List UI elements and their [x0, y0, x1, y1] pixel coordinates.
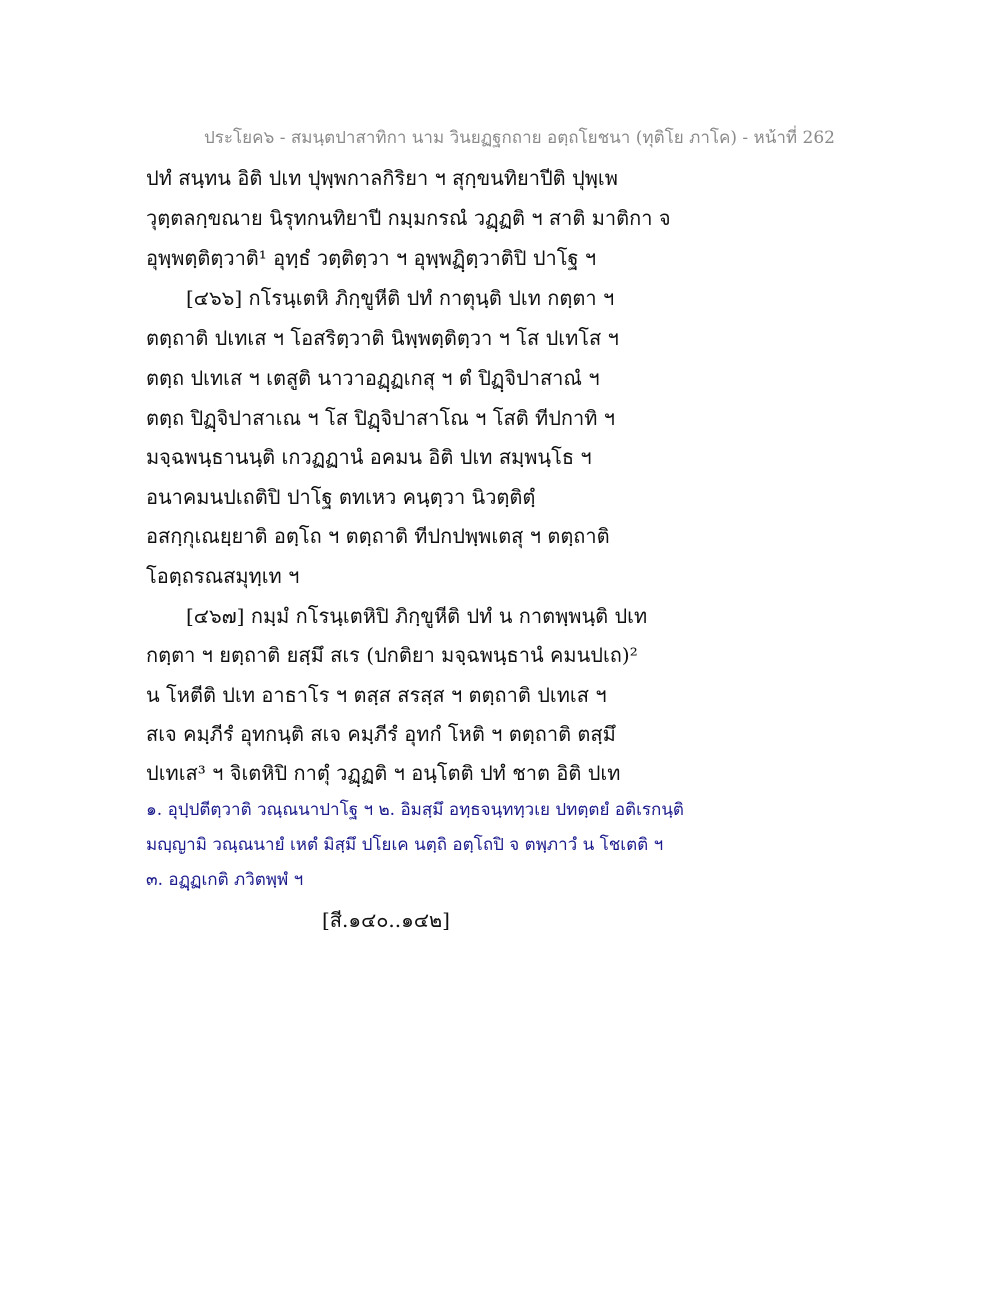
page-reference: [สี.๑๔๐..๑๔๒]: [322, 908, 450, 932]
body-line: ตตฺถ ปเทเส ฯ เตสูติ นาวาอฏฺฏเกสุ ฯ ตํ ปิฏฺจิปาสาณํ ฯ: [146, 366, 600, 390]
body-line: สเจ คมฺภีรํ อุทกนฺติ สเจ คมฺภีรํ อุทกํ โหติ ฯ ตตฺถาติ ตสฺมึ: [146, 722, 616, 746]
footnote-line: มญฺญามิ วณฺณนายํ เหตํ มิสฺมึ ปโยเค นตฺถิ อตฺโถปิ จ ตพฺภาวํ น โชเตติ ฯ: [146, 835, 664, 855]
body-line: มจฺฉพนฺธานนฺติ เกวฏฏานํ อคมน อิติ ปเท สมฺพนฺโธ ฯ: [146, 445, 592, 469]
body-line: น โหตีติ ปเท อาธาโร ฯ ตสฺส สรสฺส ฯ ตตฺถาติ ปเทเส ฯ: [146, 683, 607, 707]
body-line: อนาคมนปเถติปิ ปาโฐ ตทเหว คนฺตฺวา นิวตฺติตฺํ: [146, 485, 536, 509]
footnote-line: ๑. อุปฺปตีตฺวาติ วณฺณนาปาโฐ ฯ ๒. อิมสฺมึ อทฺธจนฺททฺวเย ปทตฺตยํ อติเรกนฺติ: [146, 800, 684, 820]
body-line: อุพฺพตฺติตฺวาติ¹ อุทฺธํ วตฺติตฺวา ฯ อุพฺพฏฺิตฺวาติปิ ปาโฐ ฯ: [146, 246, 597, 270]
body-line: ปเทเส³ ฯ จิเตหิปิ กาตุํ วฏฺฏติ ฯ อนฺโตติ ปทํ ชาต อิติ ปเท: [146, 761, 621, 785]
page-header: ประโยค๖ - สมนฺตปาสาทิกา นาม วินยฏฐกถาย อตฺถโยชนา (ทุติโย ภาโค) - หน้าที่ 262: [204, 128, 835, 148]
body-line: อสกฺกุเณยฺยาติ อตฺโถ ฯ ตตฺถาติ ทีปกปพฺพเตสุ ฯ ตตฺถาติ: [146, 524, 610, 548]
body-line: ตตฺถาติ ปเทเส ฯ โอสริตฺวาติ นิพฺพตฺติตฺวา ฯ โส ปเทโส ฯ: [146, 326, 619, 350]
body-line: วุตฺตลกฺขณาย นิรุทกนทิยาปี กมฺมกรณํ วฏฺฏติ ฯ สาติ มาติกา จ: [146, 206, 671, 230]
body-line: ตตฺถ ปิฏฺจิปาสาเณ ฯ โส ปิฏฺจิปาสาโณ ฯ โสติ ทีปกาทิ ฯ: [146, 406, 616, 430]
body-line: [๔๖๗] กมฺมํ กโรนฺเตหิปิ ภิกฺขูหีติ ปทํ น กาตพฺพนฺติ ปเท: [186, 604, 648, 628]
body-line: โอตฺถรณสมุทฺเท ฯ: [146, 564, 300, 588]
body-line: กตฺตา ฯ ยตฺถาติ ยสฺมึ สเร (ปกติยา มจฺฉพนฺธานํ คมนปเถ)²: [146, 643, 638, 667]
body-line: [๔๖๖] กโรนฺเตหิ ภิกฺขูหีติ ปทํ กาตุนฺติ ปเท กตฺตา ฯ: [186, 286, 615, 310]
footnote-line: ๓. อฏฺฏเกติ ภวิตพฺพํ ฯ: [146, 870, 304, 890]
body-line: ปทํ สนฺทน อิติ ปเท ปุพฺพกาลกิริยา ฯ สุกฺขนทิยาปีติ ปุพฺเพ: [146, 166, 618, 190]
